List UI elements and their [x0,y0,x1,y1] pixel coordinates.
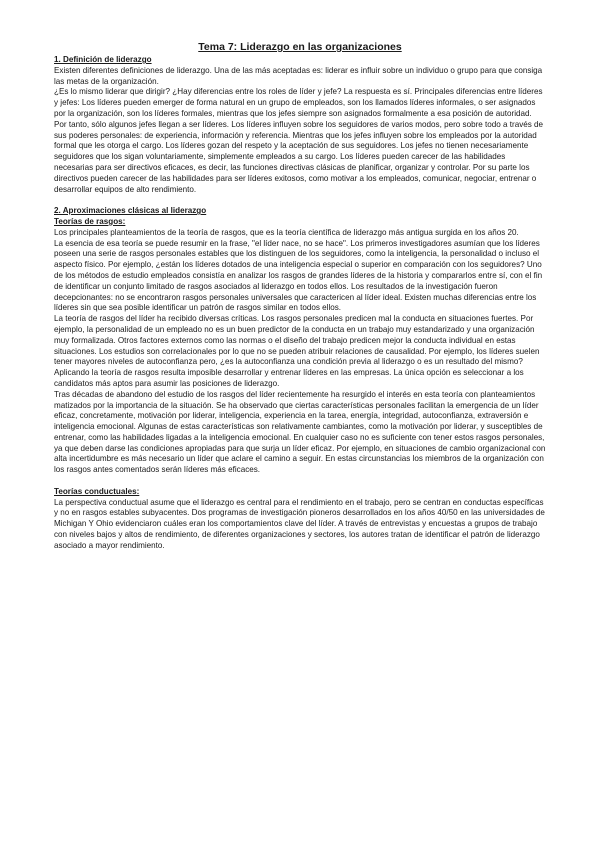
section-heading-definition: 1. Definición de liderazgo [54,55,152,64]
subsection-heading-behavior: Teorías conductuales: [54,486,140,496]
paragraph: La esencia de esa teoría se puede resumir en la frase, "el líder nace, no se hace". Los primeros investigadores asumían que los líderes poseen una serie de rasgos personales estables que los distinguen de los seguidores, como la inteligencia, la personalidad o incluso el aspecto físico. Por ejemplo, ¿están los líderes dotados de una inteligencia especial o superior en comparación con los seguidores? Uno de los métodos de estudio empleados consistía en analizar los rasgos de grandes líderes de la historia y compararlos entre sí, con el fin de identificar un conjunto limitado de rasgos asociados al liderazgo en todos ellos. Los resultados de la investigación fueron decepcionantes: no se encontraron rasgos personales universales que caractericen al líder ideal. Existen muchas diferencias entre los líderes sin que sea posible identificar un patrón de rasgos similar en todos ellos. [54,238,543,313]
spacer [54,195,546,206]
paragraph: Tras décadas de abandono del estudio de los rasgos del líder recientemente ha resurgido el interés en esta teoría con planteamientos matizados por la importancia de la situación. Se ha observado que ciertas características personales facilitan la emergencia de un líder eficaz, concretamente, motivación por liderar, inteligencia, experiencia en la tarea, energía, integridad, autoconfianza, extraversión e inteligencia emocional. Algunas de estas características son relativamente cambiantes, como la motivación por liderar, y susceptibles de entrenar, como las habilidades ligadas a la inteligencia emocional. En cualquier caso no es suficiente con tener estos rasgos personales, ya que deben darse las condiciones apropiadas para que surja un líder eficaz. Por ejemplo, en situaciones de cambio organizacional con alta incertidumbre es más necesario un líder que aclare el camino a seguir. En estas circunstancias los miembros de la organización con los rasgos antes comentados serán líderes más eficaces. [54,389,546,475]
document-title: Tema 7: Liderazgo en las organizaciones [198,41,402,53]
document-body [54,40,546,552]
section-heading-approaches: 2. Aproximaciones clásicas al liderazgo [54,206,207,216]
paragraph: ¿Es lo mismo liderar que dirigir? ¿Hay diferencias entre los roles de líder y jefe? La respuesta es sí. Principales diferencias entre líderes y jefes: Los líderes pueden emerger de forma natural en un grupo de empleados, son los llamados líderes informales, o ser asignados por la organización, son los líderes formales, mientras que los jefes siempre son asignados formalmente a esa posición de autoridad. Por tanto, sólo algunos jefes llegan a ser líderes. Los líderes influyen sobre los seguidores de varios modos, pero sobre todo a través de sus poderes personales: de experiencia, información y referencia. Mientras que los jefes influyen sobre los empleados por la autoridad formal que les otorga el cargo. Los líderes gozan del respeto y la aceptación de sus seguidores. Los jefes no tienen necesariamente seguidores que los sigan voluntariamente, simplemente empleados a su cargo. Los líderes pueden carecer de las habilidades necesarias para ser directivos eficaces, es decir, las funciones directivas clásicas de planificar, organizar y controlar. Por su parte los directivos pueden carecer de las habilidades para ser líderes exitosos, como motivar a los empleados, comunicar, negociar, entrenar o desarrollar equipos de alto rendimiento. [54,87,544,194]
paragraph: Existen diferentes definiciones de liderazgo. Una de las más aceptadas es: liderar es influir sobre un individuo o grupo para que consiga las metas de la organización. [54,65,543,86]
paragraph: La teoría de rasgos del líder ha recibido diversas críticas. Los rasgos personales predicen mal la conducta en situaciones fuertes. Por ejemplo, la personalidad de un empleado no es un buen predictor de la conducta en un trabajo muy estandarizado y una organización muy formalizada. Otros factores externos como las normas o el diseño del trabajo predicen mejor la conducta individual en estas situaciones. Los estudios son correlacionales por lo que no se pueden atribuir relaciones de causalidad. Por ejemplo, los líderes suelen tener mayores niveles de autoconfianza pero, ¿es la autoconfianza una condición previa al liderazgo o es un resultado del mismo? Aplicando la teoría de rasgos resulta imposible desarrollar y entrenar líderes en las empresas. La única opción es seleccionar a los candidatos más aptos para asumir las posiciones de liderazgo. [54,314,540,388]
subsection-heading-traits: Teorías de rasgos: [54,216,126,226]
spacer [54,476,546,487]
paragraph: Los principales planteamientos de la teoría de rasgos, que es la teoría científica de liderazgo más antigua surgida en los años 20. [54,227,519,237]
paragraph: La perspectiva conductual asume que el liderazgo es central para el rendimiento en el trabajo, pero se centran en conductas específicas y no en rasgos estables subyacentes. Dos programas de investigación pioneros desarrollados en los años 40/50 en las universidades de Michigan Y Ohio evidenciaron cuáles eran los comportamientos clave del líder. A través de entrevistas y encuestas a grupos de trabajo con niveles bajos y altos de rendimiento, de diferentes organizaciones y sectores, los autores tratan de identificar el patrón de liderazgo asociado a mayor rendimiento. [54,497,545,550]
